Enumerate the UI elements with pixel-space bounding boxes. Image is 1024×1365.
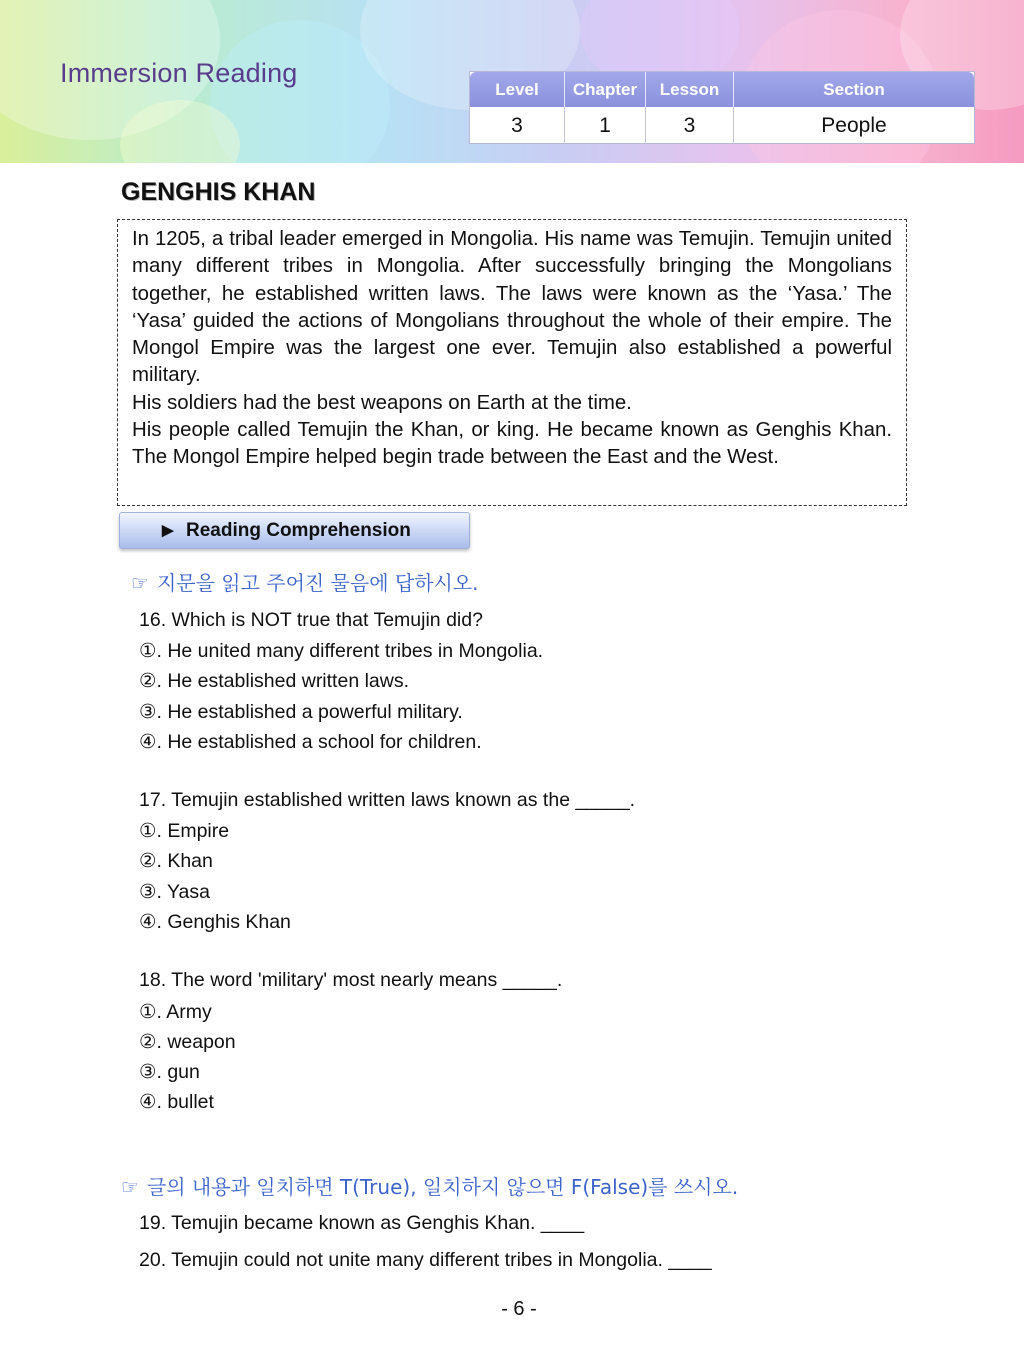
question-18-option: ③. gun (139, 1061, 200, 1083)
passage-paragraph: In 1205, a tribal leader emerged in Mongolia. His name was Temujin. Temujin united many different tribes in Mongolia. After successfully bringing the Mongolians together, he established written laws. The laws were known as the ‘Yasa.’ The ‘Yasa’ guided the actions of Mongolians throughout the whole of their empire. The Mongol Empire was the largest one ever. Temujin also established a powerful military. (132, 228, 892, 387)
pointing-hand-icon: ☞ (131, 571, 149, 595)
brand-title: Immersion Reading (60, 58, 298, 88)
question-18-prompt: 18. The word 'military' most nearly means _____. (139, 969, 563, 991)
instruction-text: 글의 내용과 일치하면 T(True), 일치하지 않으면 F(False)를 쓰시오. (146, 1175, 739, 1199)
question-17-option: ③. Yasa (139, 881, 210, 903)
question-16-option: ①. He united many different tribes in Mongolia. (139, 640, 544, 662)
question-17-prompt: 17. Temujin established written laws known as the _____. (139, 789, 636, 811)
header-section: Section (823, 80, 885, 99)
lesson-info-table (469, 71, 975, 144)
value-level: 3 (470, 107, 565, 144)
question-17-option: ①. Empire (139, 820, 230, 842)
value-section: People (821, 114, 887, 137)
question-16-option: ②. He established written laws. (139, 670, 410, 692)
passage-paragraph: His people called Temujin the Khan, or king. He became known as Genghis Khan. The Mongol Empire helped begin trade between the East and the West. (132, 419, 892, 469)
value-lesson: 3 (646, 107, 734, 144)
header-chapter: Chapter (565, 72, 646, 107)
true-false-instruction (121, 1171, 738, 1200)
reading-comprehension-button[interactable] (119, 512, 470, 549)
question-18-option: ②. weapon (139, 1031, 236, 1053)
page-number: - 6 - (501, 1298, 537, 1320)
instruction-text: 지문을 읽고 주어진 물음에 답하시오. (156, 571, 479, 595)
lesson-info-header-row (470, 72, 974, 107)
true-false-statement: 20. Temujin could not unite many different tribes in Mongolia. ____ (139, 1249, 712, 1271)
multiple-choice-instruction (131, 567, 479, 596)
question-16-option: ③. He established a powerful military. (139, 701, 463, 723)
value-chapter: 1 (565, 107, 646, 144)
header-level: Level (470, 72, 565, 107)
question-16-option: ④. He established a school for children. (139, 731, 482, 753)
passage-paragraph: His soldiers had the best weapons on Earth at the time. (132, 391, 632, 414)
play-arrow-icon: ▶ (162, 522, 174, 539)
question-16-prompt: 16. Which is NOT true that Temujin did? (139, 609, 483, 631)
question-17-option: ④. Genghis Khan (139, 911, 291, 933)
reading-passage (117, 219, 907, 506)
article-title: GENGHIS KHAN (121, 178, 316, 206)
true-false-statement: 19. Temujin became known as Genghis Khan. ____ (139, 1212, 585, 1234)
header-lesson: Lesson (646, 72, 734, 107)
reading-comprehension-label: Reading Comprehension (186, 520, 411, 541)
pointing-hand-icon: ☞ (121, 1175, 139, 1199)
question-18-option: ①. Army (139, 1001, 212, 1023)
question-17-option: ②. Khan (139, 850, 213, 872)
header-banner (0, 0, 1024, 163)
question-18-option: ④. bullet (139, 1091, 214, 1113)
